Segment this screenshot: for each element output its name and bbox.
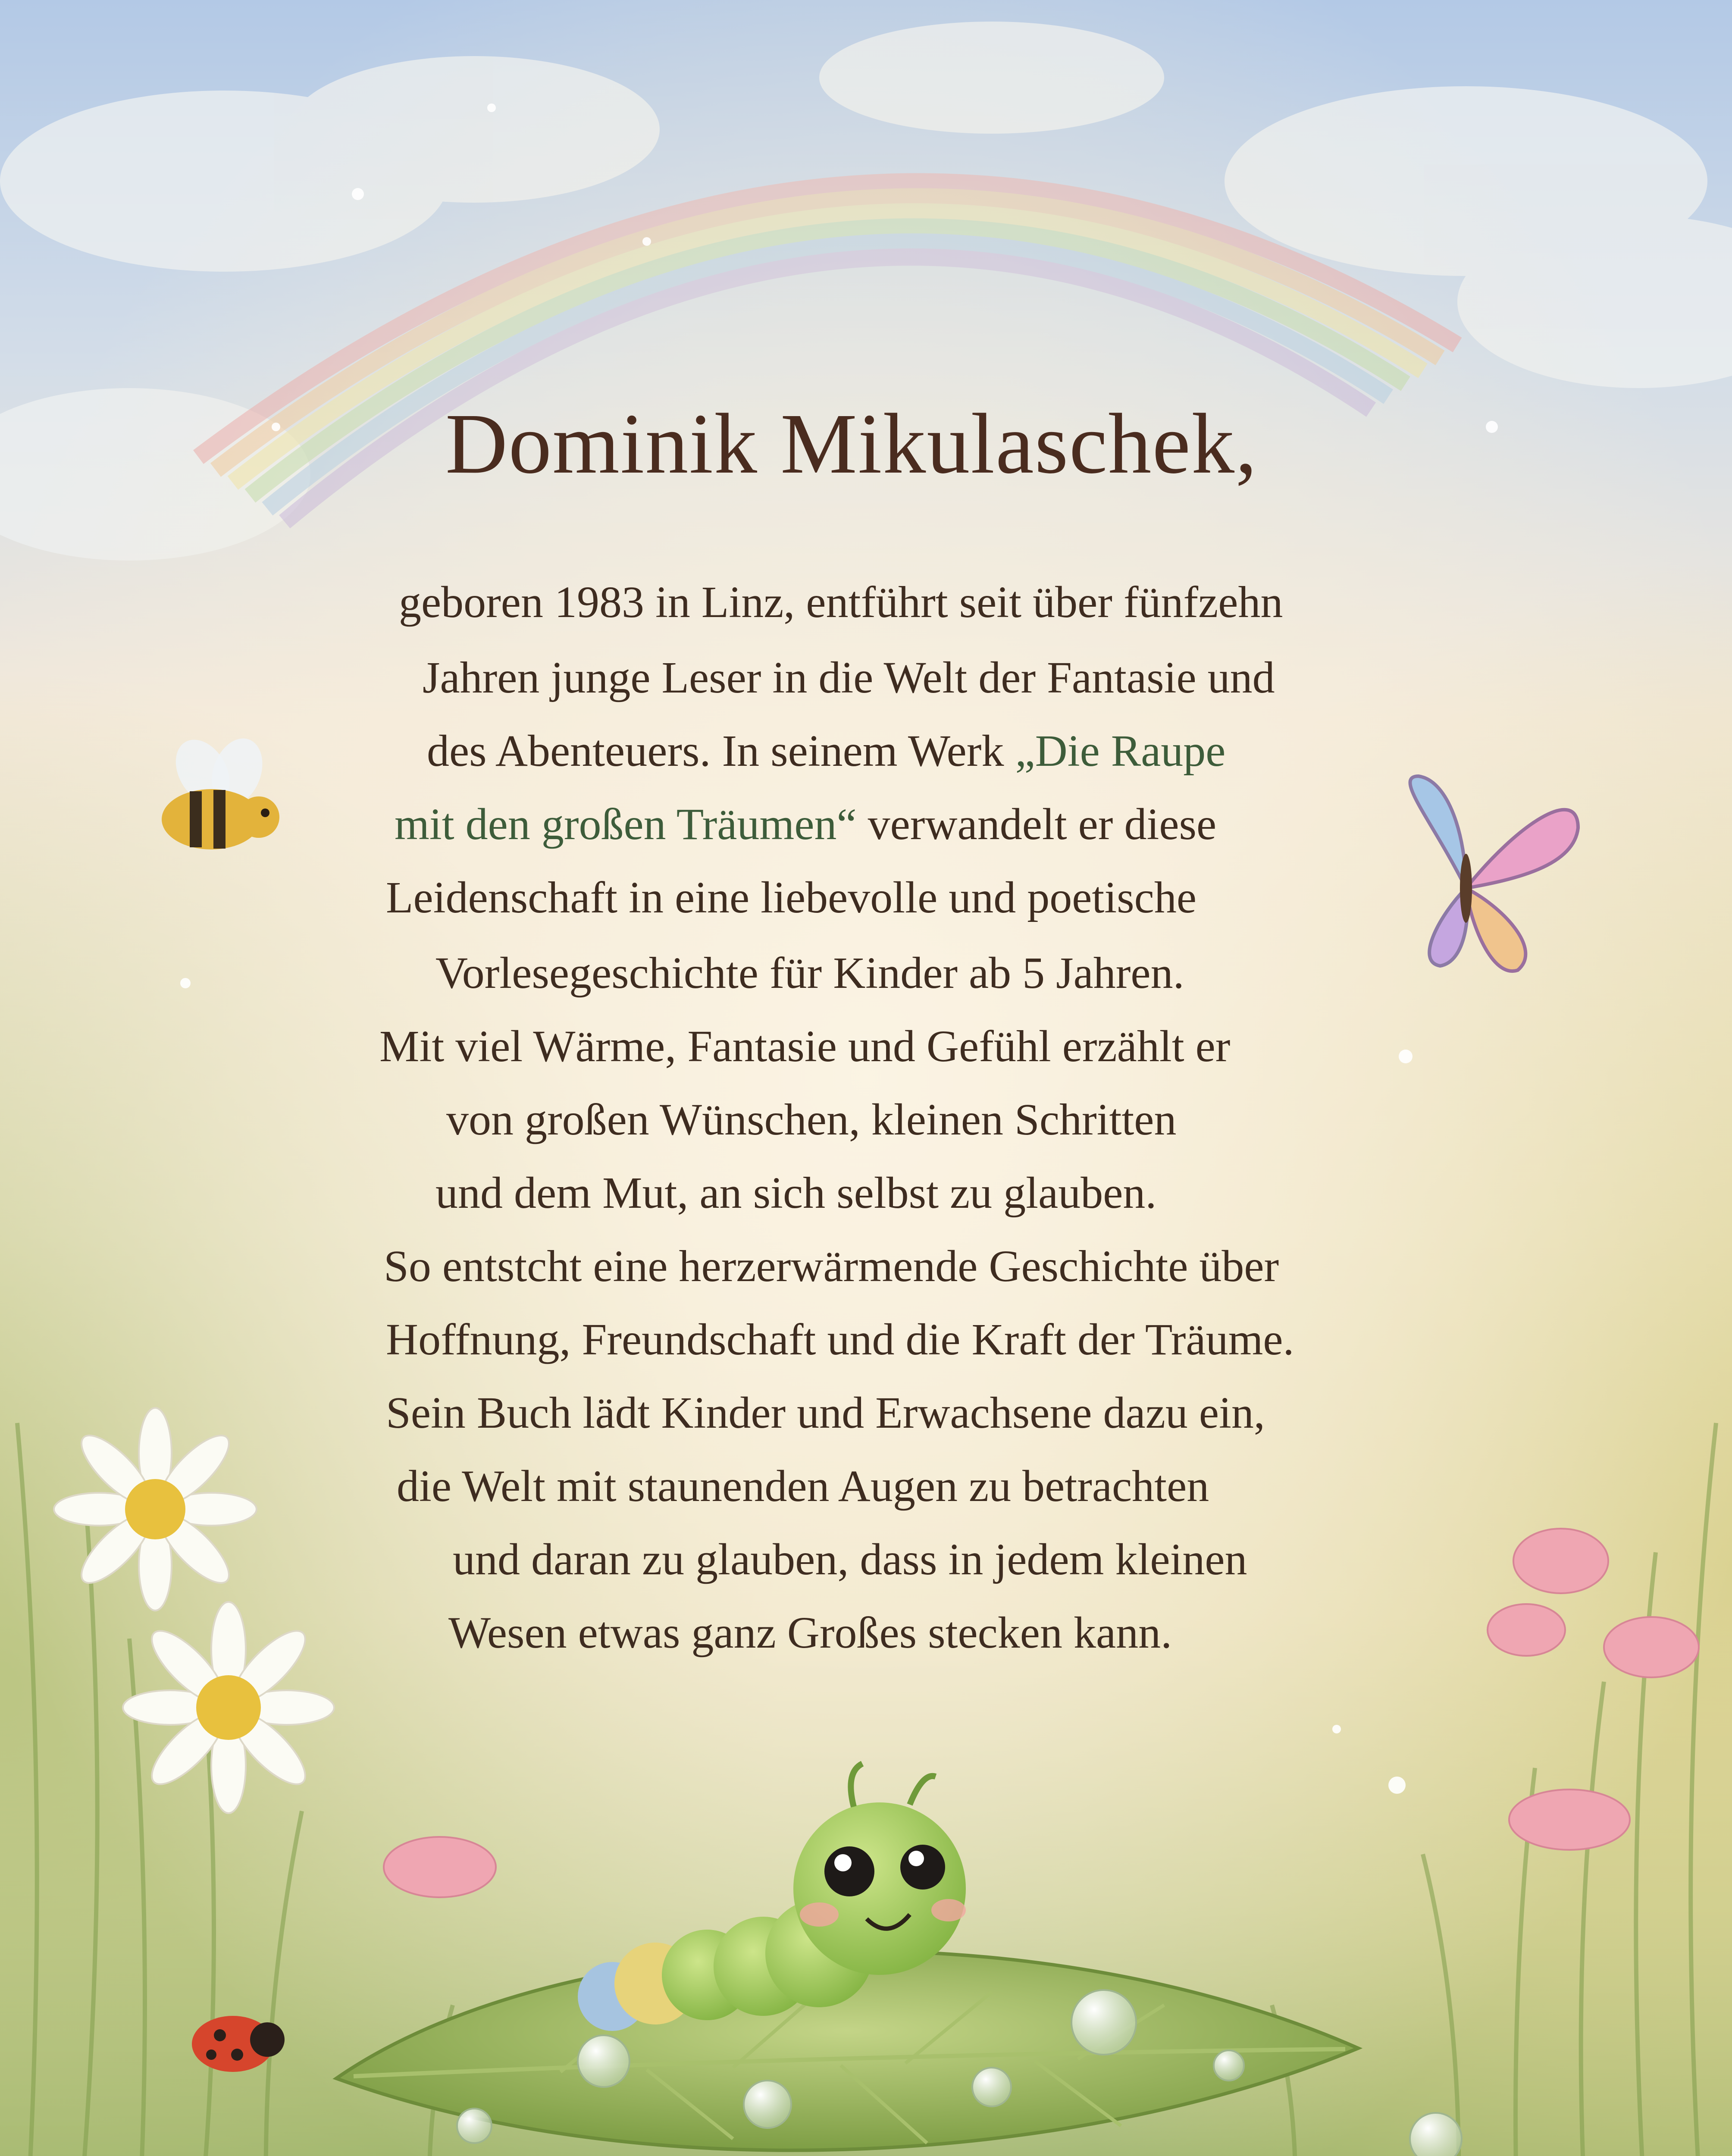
author-name: Dominik Mikulaschek, <box>445 396 1258 492</box>
bio-line: und dem Mut, an sich selbst zu glauben. <box>435 1168 1157 1218</box>
bio-line: geboren 1983 in Linz, entführt seit über fünfzehn <box>399 577 1283 627</box>
bio-line: Sein Buch lädt Kinder und Erwachsene dazu ein, <box>386 1388 1265 1438</box>
book-title: mit den großen Träumen“ <box>395 799 857 849</box>
bio-line: die Welt mit staunenden Augen zu betrachten <box>397 1461 1209 1511</box>
bio-line <box>395 798 1216 852</box>
bio-line: und daran zu glauben, dass in jedem kleinen <box>453 1535 1247 1584</box>
bio-line: Leidenschaft in eine liebevolle und poetische <box>386 873 1196 922</box>
bio-line <box>427 724 1225 778</box>
bio-line: Mit viel Wärme, Fantasie und Gefühl erzählt er <box>379 1022 1231 1071</box>
bio-line: Hoffnung, Freundschaft und die Kraft der Träume. <box>386 1315 1294 1364</box>
bio-line: Vorlesegeschichte für Kinder ab 5 Jahren. <box>435 948 1184 998</box>
book-title: „Die Raupe <box>1015 726 1226 776</box>
bio-line-text: des Abenteuers. In seinem Werk <box>427 726 1015 776</box>
bio-line: So entstcht eine herzerwärmende Geschichte über <box>384 1241 1279 1291</box>
bio-line: Wesen etwas ganz Großes stecken kann. <box>448 1608 1172 1658</box>
bio-line: von großen Wünschen, kleinen Schritten <box>446 1095 1177 1144</box>
bio-line: Jahren junge Leser in die Welt der Fantasie und <box>423 653 1275 702</box>
bio-line-text: verwandelt er diese <box>856 799 1217 849</box>
